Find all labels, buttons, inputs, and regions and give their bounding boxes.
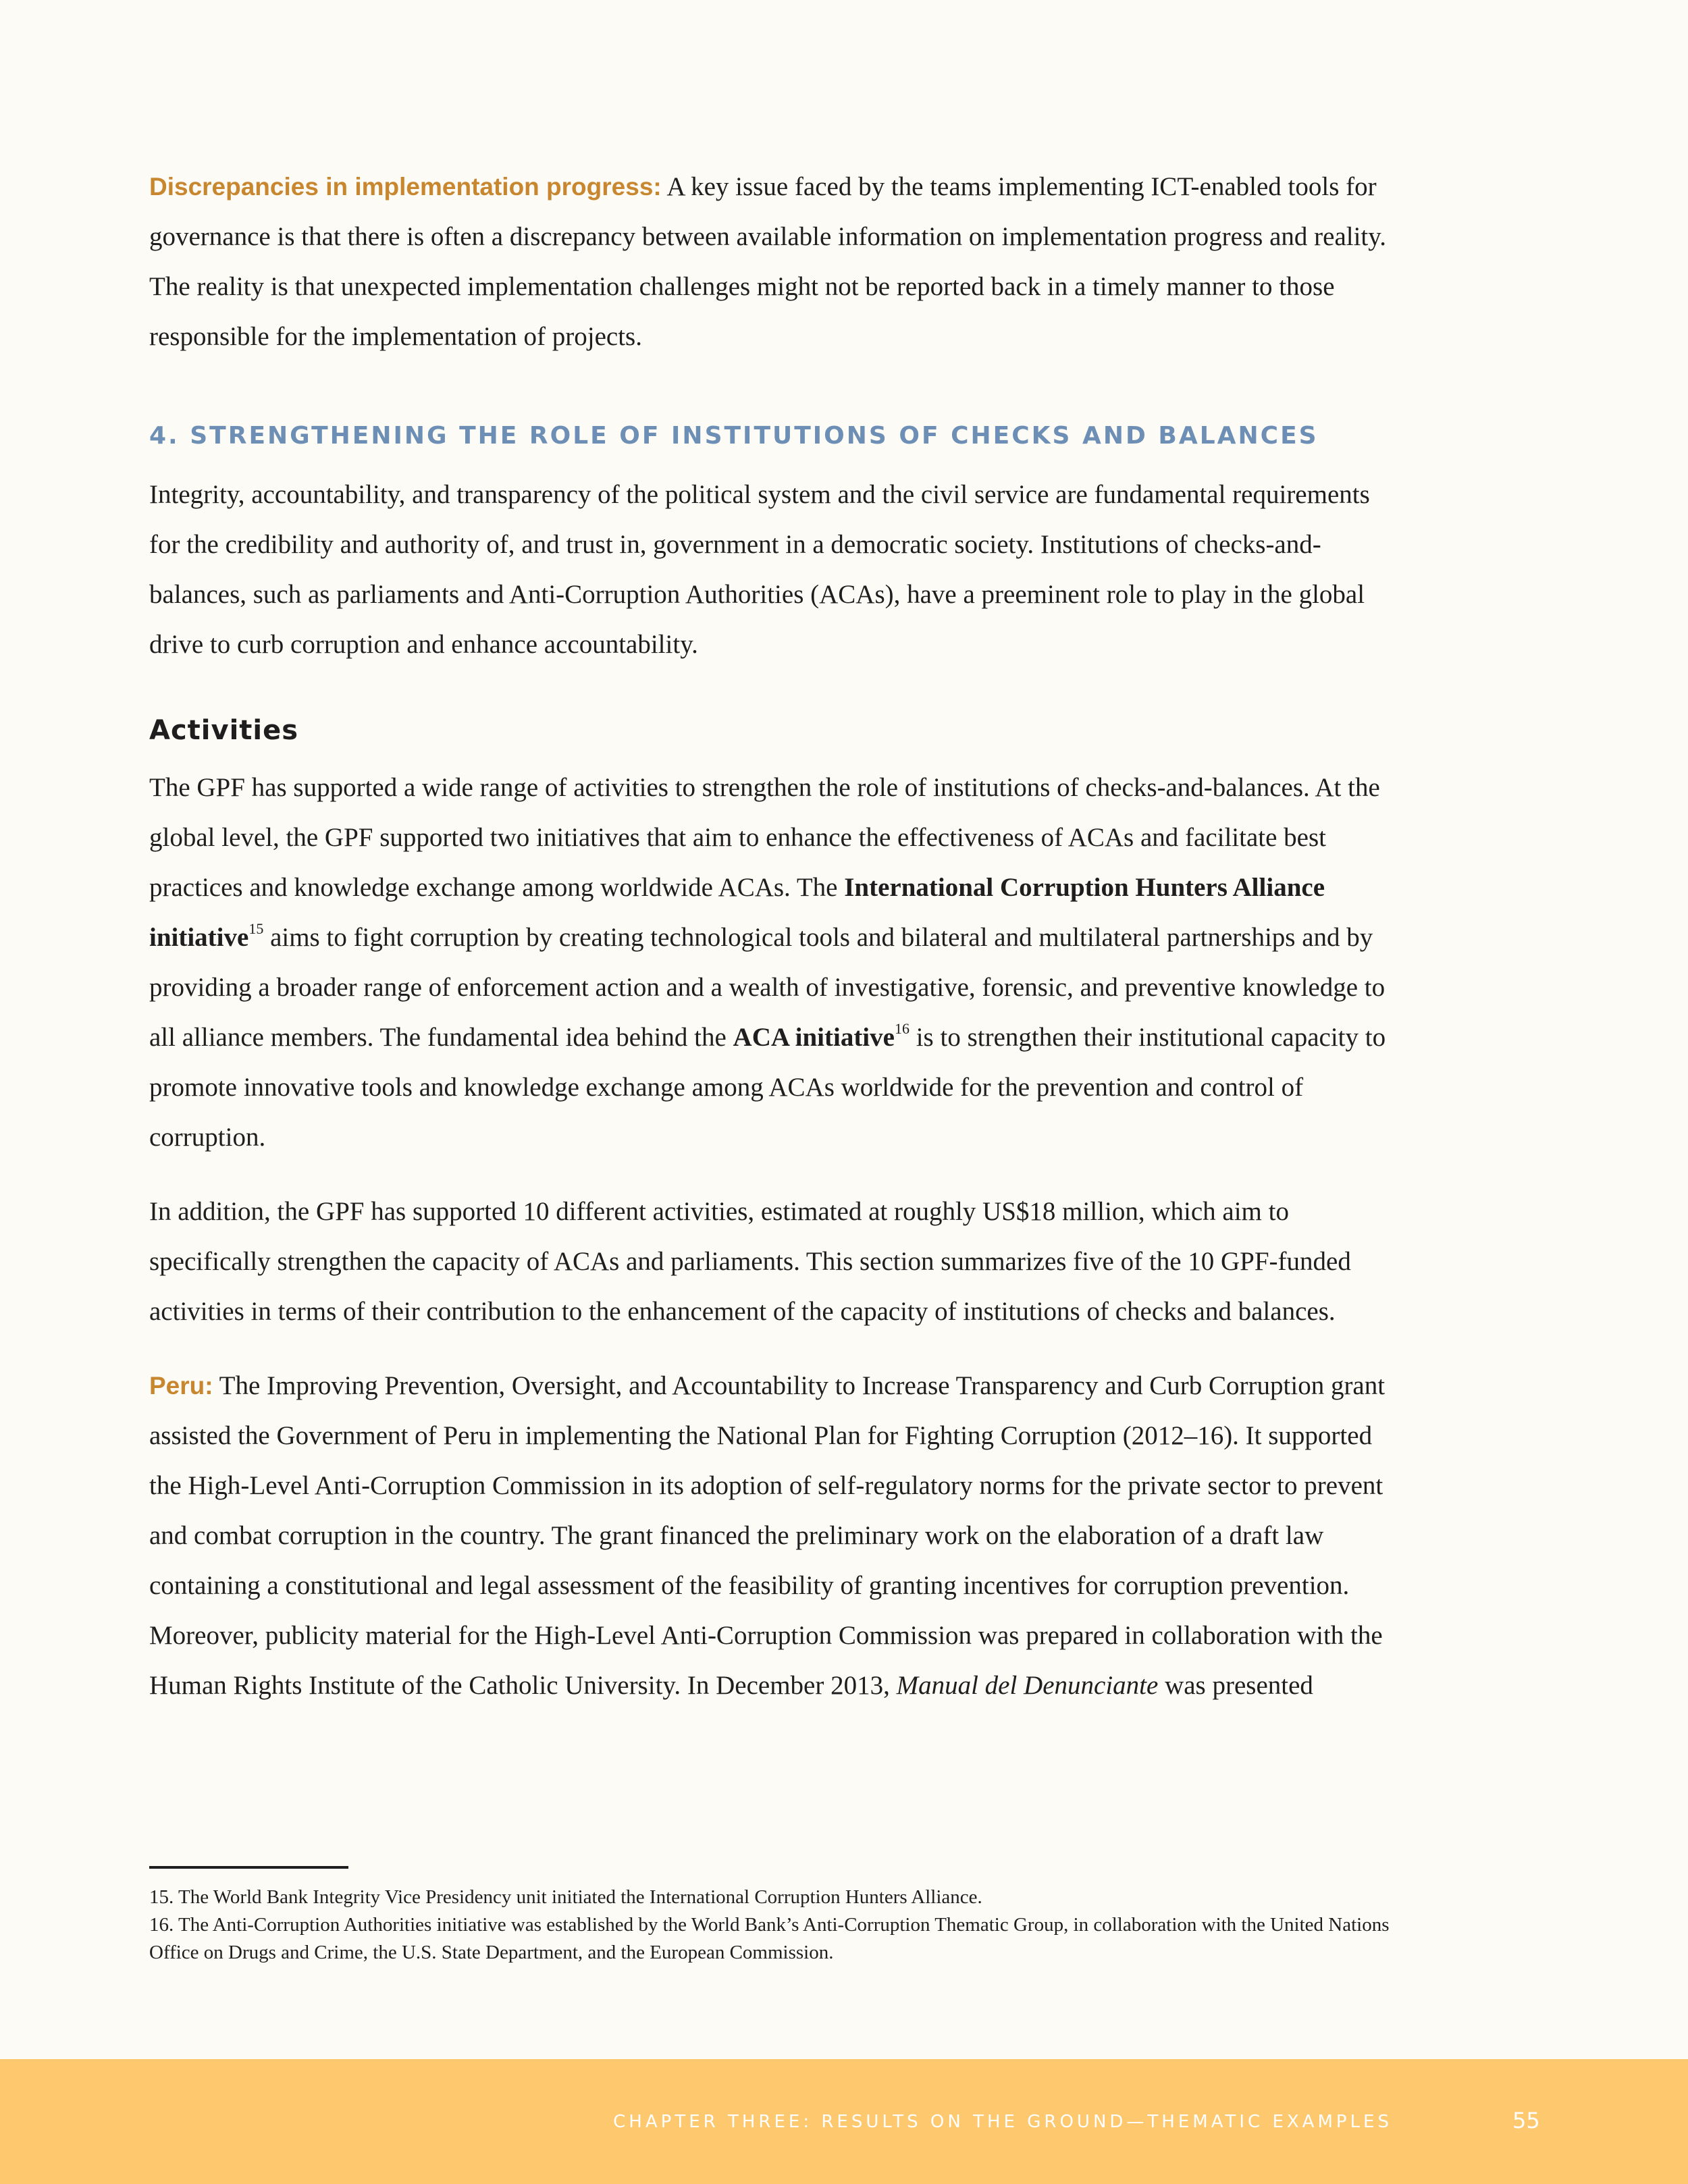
peru-lead: Peru: (149, 1372, 213, 1400)
manual-title: Manual del Denunciante (896, 1671, 1159, 1700)
activities-p1-text: The GPF has supported a wide range of activities to strengthen the role of institutions of checks-and-balances. At the global level, the GPF supported two initiatives that aim to enhance the effectiveness of ACAs and facilitate best practices and knowledge exchange among worldwide ACAs. The (149, 773, 1380, 902)
peru-paragraph (149, 1361, 1405, 1711)
chapter-title: CHAPTER THREE: RESULTS ON THE GROUND—THEMATIC EXAMPLES (613, 2112, 1392, 2132)
peru-text: The Improving Prevention, Oversight, and Accountability to Increase Transparency and Curb Corruption grant assisted the Government of Peru in implementing the National Plan for Fighting Corruption (2012–16). It supported the High-Level Anti-Corruption Commission in its adoption of self-regulatory norms for the private sector to prevent and combat corruption in the country. The grant financed the preliminary work on the elaboration of a draft law containing a constitutional and legal assessment of the feasibility of granting incentives for corruption prevention. Moreover, publicity material for the High-Level Anti-Corruption Commission was prepared in collaboration with the Human Rights Institute of the Catholic University. In December 2013, (149, 1371, 1386, 1700)
footnote-16: 16. The Anti-Corruption Authorities initiative was established by the World Bank’s Anti-Corruption Thematic Group, in collaboration with the United Nations Office on Drugs and Crime, the U.S. State Department, and the European Commission. (149, 1914, 1390, 1963)
footnote-ref-16: 16 (894, 1020, 909, 1037)
footnote-rule (149, 1866, 348, 1869)
footnotes (149, 1884, 1405, 1967)
activities-p1-text-3: is to strengthen their institutional capacity to promote innovative tools and knowledge exchange among ACAs worldwide for the prevention and control of corruption. (149, 1023, 1386, 1152)
page-content (149, 162, 1405, 1711)
activities-p1-text-2: aims to fight corruption by creating technological tools and bilateral and multilateral partnerships and by providing a broader range of enforcement action and a wealth of investigative, forensic, and preventive knowledge to all alliance members. The fundamental idea behind the (149, 923, 1386, 1052)
section-heading: 4. STRENGTHENING THE ROLE OF INSTITUTIONS OF CHECKS AND BALANCES (149, 422, 1319, 450)
discrepancies-paragraph (149, 162, 1405, 362)
peru-tail: was presented (1158, 1671, 1313, 1700)
activities-heading: Activities (149, 715, 299, 746)
section-intro: Integrity, accountability, and transparency of the political system and the civil service are fundamental requirements for the credibility and authority of, and trust in, government in a democratic society. Institutions of checks-and-balances, such as parliaments and Anti-Corruption Authorities (ACAs), have a preeminent role to play in the global drive to curb corruption and enhance accountability. (149, 480, 1370, 659)
aca-initiative: ACA initiative (733, 1023, 895, 1052)
discrepancies-lead: Discrepancies in implementation progress: (149, 173, 662, 201)
footnote-ref-15: 15 (248, 920, 264, 937)
activities-paragraph-1 (149, 763, 1405, 1163)
page-footer (0, 2059, 1688, 2184)
ichi-initiative: International Corruption Hunters Alliance initiative (149, 873, 1325, 952)
footnote-15: 15. The World Bank Integrity Vice Presidency unit initiated the International Corruption Hunters Alliance. (149, 1886, 982, 1908)
page-number: 55 (1512, 2108, 1540, 2133)
activities-paragraph-2: In addition, the GPF has supported 10 different activities, estimated at roughly US$18 million, which aim to specifically strengthen the capacity of ACAs and parliaments. This section summarizes five of the 10 GPF-funded activities in terms of their contribution to the enhancement of the capacity of institutions of checks and balances. (149, 1197, 1351, 1326)
discrepancies-text: A key issue faced by the teams implementing ICT-enabled tools for governance is that there is often a discrepancy between available information on implementation progress and reality. The reality is that unexpected implementation challenges might not be reported back in a timely manner to those responsible for the implementation of projects. (149, 172, 1386, 351)
